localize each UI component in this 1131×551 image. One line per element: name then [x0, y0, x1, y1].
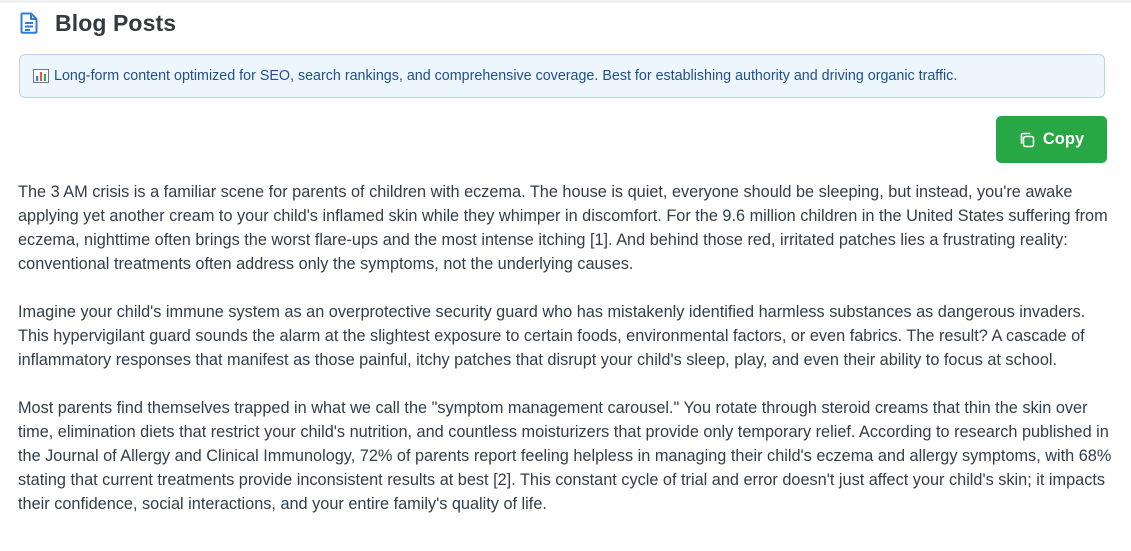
- copy-button[interactable]: [996, 116, 1107, 163]
- content-paragraph: Most parents find themselves trapped in what we call the "symptom management carousel." You rotate through steroid creams that thin the skin over time, elimination diets that restrict your child's nutrition, and countless moisturizers that provide only temporary relief. According to research published in the Journal of Allergy and Clinical Immunology, 72% of parents report feeling helpless in managing their child's eczema and allergy symptoms, with 68% stating that current treatments provide inconsistent results at best [2]. This constant cycle of trial and error doesn't just affect your child's skin; it impacts their confidence, social interactions, and your entire family's quality of life.: [18, 399, 1112, 513]
- copy-button-label: Copy: [1042, 130, 1085, 148]
- bar-chart-icon: [33, 69, 49, 83]
- info-banner: [19, 54, 1105, 98]
- content-paragraph: The 3 AM crisis is a familiar scene for parents of children with eczema. The house is quiet, everyone should be sleeping, but instead, you're awake applying yet another cream to your child's inflamed skin while they whimper in discomfort. For the 9.6 million children in the United States suffering from eczema, nighttime often brings the worst flare-ups and the most intense itching [1]. And behind those red, irritated patches lies a frustrating reality: conventional treatments often address only the symptoms, not the underlying causes.: [18, 183, 1108, 273]
- document-icon: [20, 11, 40, 35]
- page-title: Blog Posts: [55, 9, 177, 36]
- section-header: [20, 8, 176, 38]
- content-paragraph: Imagine your child's immune system as an overprotective security guard who has mistakenly identified harmless substances as dangerous invaders. This hypervigilant guard sounds the alarm at the slightest exposure to certain foods, environmental factors, or even fabrics. The result? A cascade of inflammatory responses that manifest as those painful, itchy patches that disrupt your child's sleep, play, and even their ability to focus at school.: [18, 303, 1086, 369]
- blog-content: [18, 180, 1114, 540]
- info-text: Long-form content optimized for SEO, search rankings, and comprehensive coverage. Best for establishing authority and driving organic traffic.: [54, 68, 958, 84]
- copy-icon: [1019, 132, 1035, 148]
- top-border: [0, 0, 1131, 3]
